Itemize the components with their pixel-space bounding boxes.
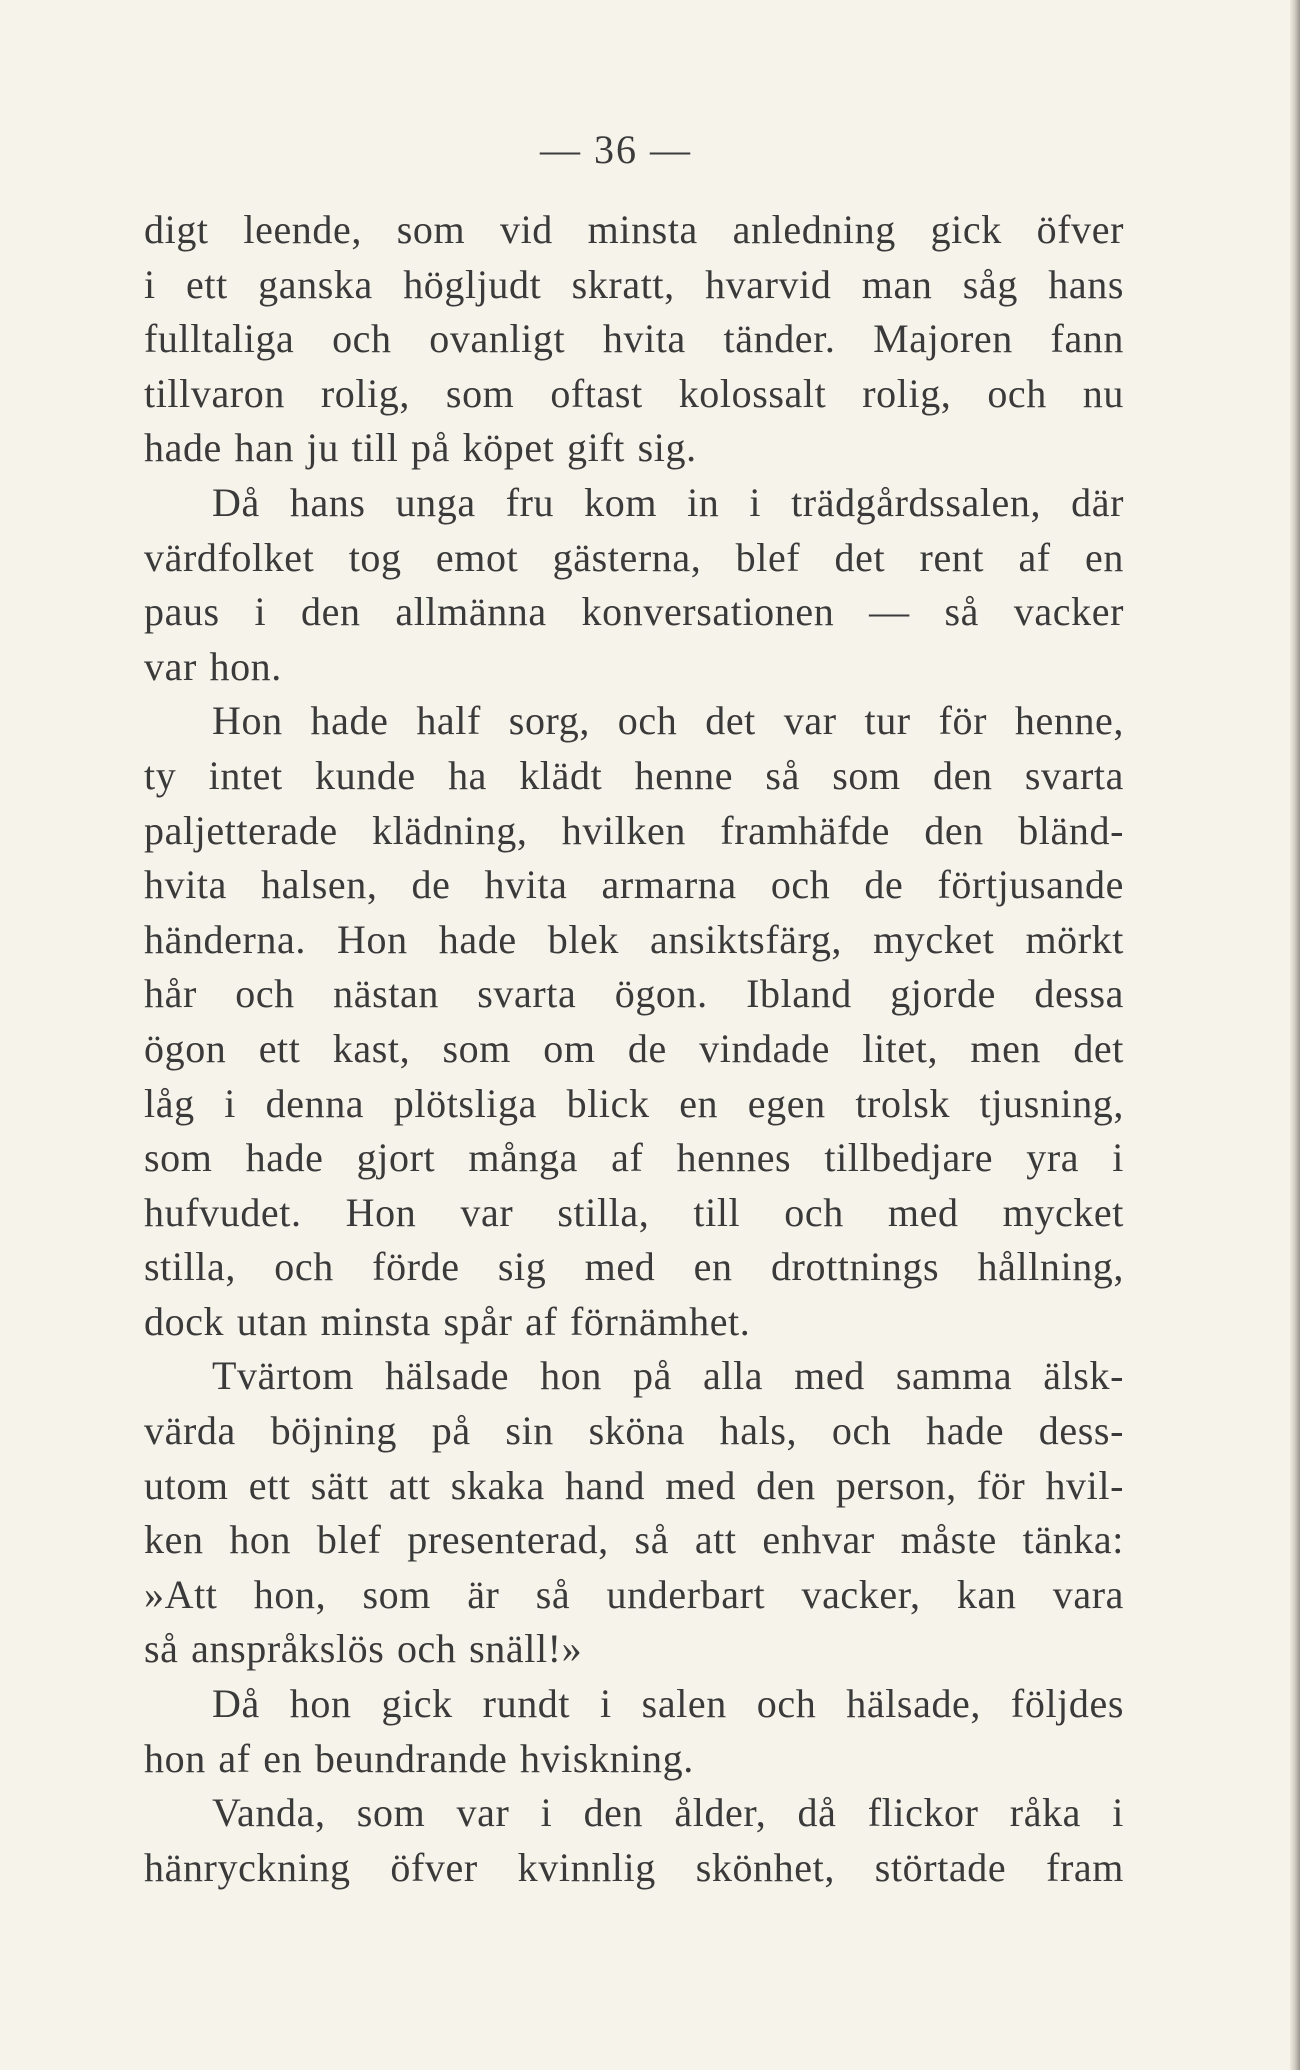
text-line: hufvudet. Hon var stilla, till och med mycket (144, 1189, 1124, 1235)
text-line: digt leende, som vid minsta anledning gick öfver (144, 207, 1124, 252)
text-line: värda böjning på sin sköna hals, och hade dess- (144, 1408, 1124, 1454)
text-line: som hade gjort många af hennes tillbedjare yra i (144, 1135, 1124, 1181)
text-line: ken hon blef presenterad, så att enhvar måste tänka: (144, 1517, 1124, 1563)
text-line: tillvaron rolig, som oftast kolossalt rolig, och nu (144, 370, 1124, 416)
text-line: hänryckning öfver kvinnlig skönhet, störtade fram (144, 1844, 1124, 1890)
text-line: paus i den allmänna konversationen — så vacker (144, 589, 1124, 635)
text-line: paljetterade klädning, hvilken framhäfde den bländ- (144, 807, 1124, 853)
page-edge-shadow (1290, 0, 1300, 2070)
text-line: »Att hon, som är så underbart vacker, kan vara (144, 1571, 1124, 1617)
page-number: — 36 — (540, 127, 692, 172)
text-line: hade han ju till på köpet gift sig. (144, 425, 697, 471)
text-line: hår och nästan svarta ögon. Ibland gjorde dessa (144, 971, 1124, 1017)
text-line: fulltaliga och ovanligt hvita tänder. Majoren fann (144, 316, 1124, 362)
text-line: händerna. Hon hade blek ansiktsfärg, mycket mörkt (144, 916, 1124, 962)
text-line: Då hon gick rundt i salen och hälsade, följdes (212, 1681, 1124, 1727)
text-line: Hon hade half sorg, och det var tur för henne, (212, 698, 1124, 744)
text-line: Vanda, som var i den ålder, då flickor råka i (212, 1790, 1124, 1836)
text-line: Tvärtom hälsade hon på alla med samma älsk- (212, 1353, 1124, 1399)
text-line: Då hans unga fru kom in i trädgårdssalen, där (212, 479, 1124, 525)
text-line: låg i denna plötsliga blick en egen trolsk tjusning, (144, 1080, 1124, 1126)
text-line: stilla, och förde sig med en drottnings hållning, (144, 1244, 1124, 1290)
text-line: hvita halsen, de hvita armarna och de förtjusande (144, 862, 1124, 908)
text-line: värdfolket tog emot gästerna, blef det rent af en (144, 534, 1124, 580)
text-line: i ett ganska högljudt skratt, hvarvid man såg hans (144, 261, 1124, 307)
text-line: hon af en beundrande hviskning. (144, 1735, 694, 1781)
body-text (144, 203, 1124, 1895)
text-line: dock utan minsta spår af förnämhet. (144, 1298, 751, 1344)
text-line: ty intet kunde ha klädt henne så som den svarta (144, 752, 1124, 798)
text-line: så anspråkslös och snäll!» (144, 1626, 583, 1672)
text-line: utom ett sätt att skaka hand med den person, för hvil- (144, 1462, 1124, 1508)
text-line: ögon ett kast, som om de vindade litet, men det (144, 1025, 1124, 1071)
text-line: var hon. (144, 643, 282, 689)
